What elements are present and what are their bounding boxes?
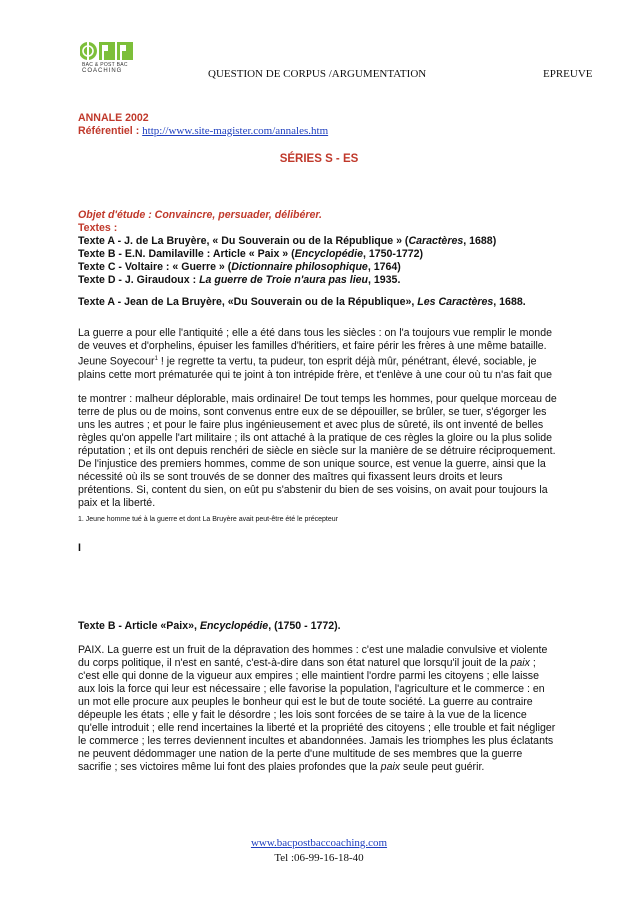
footnote-ref: 1 [154, 356, 158, 362]
texts-list [78, 235, 568, 287]
series-title: SÉRIES S - ES [279, 153, 359, 165]
texts-list-item: Texte B - E.N. Damilaville : Article « Paix » (Encyclopédie, 1750-1772) [78, 248, 424, 260]
logo-coaching-text: COACHING [82, 68, 123, 74]
objet-etude: Objet d'étude : Convaincre, persuader, délibérer. [78, 209, 322, 221]
texte-a-paragraph-2: te montrer : malheur déplorable, mais ordinaire! De tout temps les hommes, pour quelque morceau de terre de plus ou de moins, sont convenus entre eux de se dépouiller, se brûler, se tuer, s'égorger les uns les autres ; et pour le faire plus ingénieusement et avec plus de sûreté, ils ont inventé de belles règles qu'on appelle l'art militaire ; ils ont attaché à la pratique de ces règles la gloire ou la plus solide réputation ; et ils ont depuis renchéri de siècle en siècle sur la manière de se détruire réciproquement. De l'injustice des premiers hommes, comme de son unique source, est venue la guerre, ainsi que la nécessité où ils se sont trouvés de se donner des maîtres qui fixassent leurs droits et leurs prétentions. Si, content du sien, on eût pu s'abstenir du bien de ses voisins, on avait pour toujours la paix et la liberté. [78, 393, 557, 509]
lone-letter: I [78, 542, 81, 554]
footer-phone: Tel :06-99-16-18-40 [274, 852, 364, 864]
footnote: 1. Jeune homme tué à la guerre et dont La Bruyère avait peut-être été le précepteur [78, 516, 338, 523]
texte-b-paragraph: PAIX. La guerre est un fruit de la dépravation des hommes : c'est une maladie convulsive et violente du corps politique, il n'est en santé, c'est-à-dire dans son état naturel que lorsqu'il jouit de la paix ; c'est elle qui donne de la vigueur aux empires ; elle maintient l'ordre parmi les citoyens ; elle laisse aux lois la force qui leur est nécessaire ; elle favorise la population, l'agriculture et le commerce : en un mot elle procure aux peuples le bonheur qui est le but de toute société. La guerre au contraire dépeuple les états ; elle y fait le désordre ; les lois sont forcées de se taire à la vue de la licence qu'elle introduit ; elle rend incertaines la liberté et la propriété des citoyens ; elle trouble et fait négliger le commerce ; les terres deviennent incultes et abandonnées. Jamais les triomphes les plus éclatants ne peuvent dédommager une nation de la perte d'une multitude de ses membres que la guerre sacrifie ; ses victoires même lui font des plaies profondes que la paix seule peut guérir. [78, 644, 556, 773]
annale-label: ANNALE 2002 [78, 112, 149, 124]
texts-list-item: Texte C - Voltaire : « Guerre » (Dictionnaire philosophique, 1764) [78, 261, 401, 273]
texte-a-paragraph-1: La guerre a pour elle l'antiquité ; elle a été dans tous les siècles : on l'a toujours vue remplir le monde de veuves et d'orphelins, épuiser les familles d'héritiers, et faire périr les frères à une même bataille. Jeune Soyecour$^1$ ! je regrette ta vertu, ta pudeur, ton esprit déjà mûr, pénétrant, élevé, sociable, je plains cette mort prématurée qui te joint à ton intrépide frère, et t'enlève à une cour où tu n'as fait que [78, 327, 552, 381]
header-title: QUESTION DE CORPUS /ARGUMENTATION [208, 68, 427, 80]
header-epreuve: EPREUVE [543, 68, 593, 80]
texts-list-item: Texte A - J. de La Bruyère, « Du Souverain ou de la République » (Caractères, 1688) [78, 235, 497, 247]
referentiel-label: Référentiel : [78, 125, 143, 137]
texte-b-heading: Texte B - Article «Paix», Encyclopédie, (1750 - 1772). [78, 620, 341, 632]
footer-website-link[interactable]: www.bacpostbaccoaching.com [250, 837, 388, 849]
texte-a-heading: Texte A - Jean de La Bruyère, «Du Souverain ou de la République», Les Caractères, 1688. [78, 296, 526, 308]
footer-website [0, 837, 638, 849]
referentiel-link[interactable]: http://www.site-magister.com/annales.htm [142, 125, 329, 137]
textes-label: Textes : [78, 222, 118, 234]
logo-small-text: BAC & POST BAC [82, 62, 128, 68]
texts-list-item: Texte D - J. Giraudoux : La guerre de Troie n'aura pas lieu, 1935. [78, 274, 401, 286]
referentiel-line [78, 125, 568, 138]
logo-mark-icon [80, 40, 140, 64]
